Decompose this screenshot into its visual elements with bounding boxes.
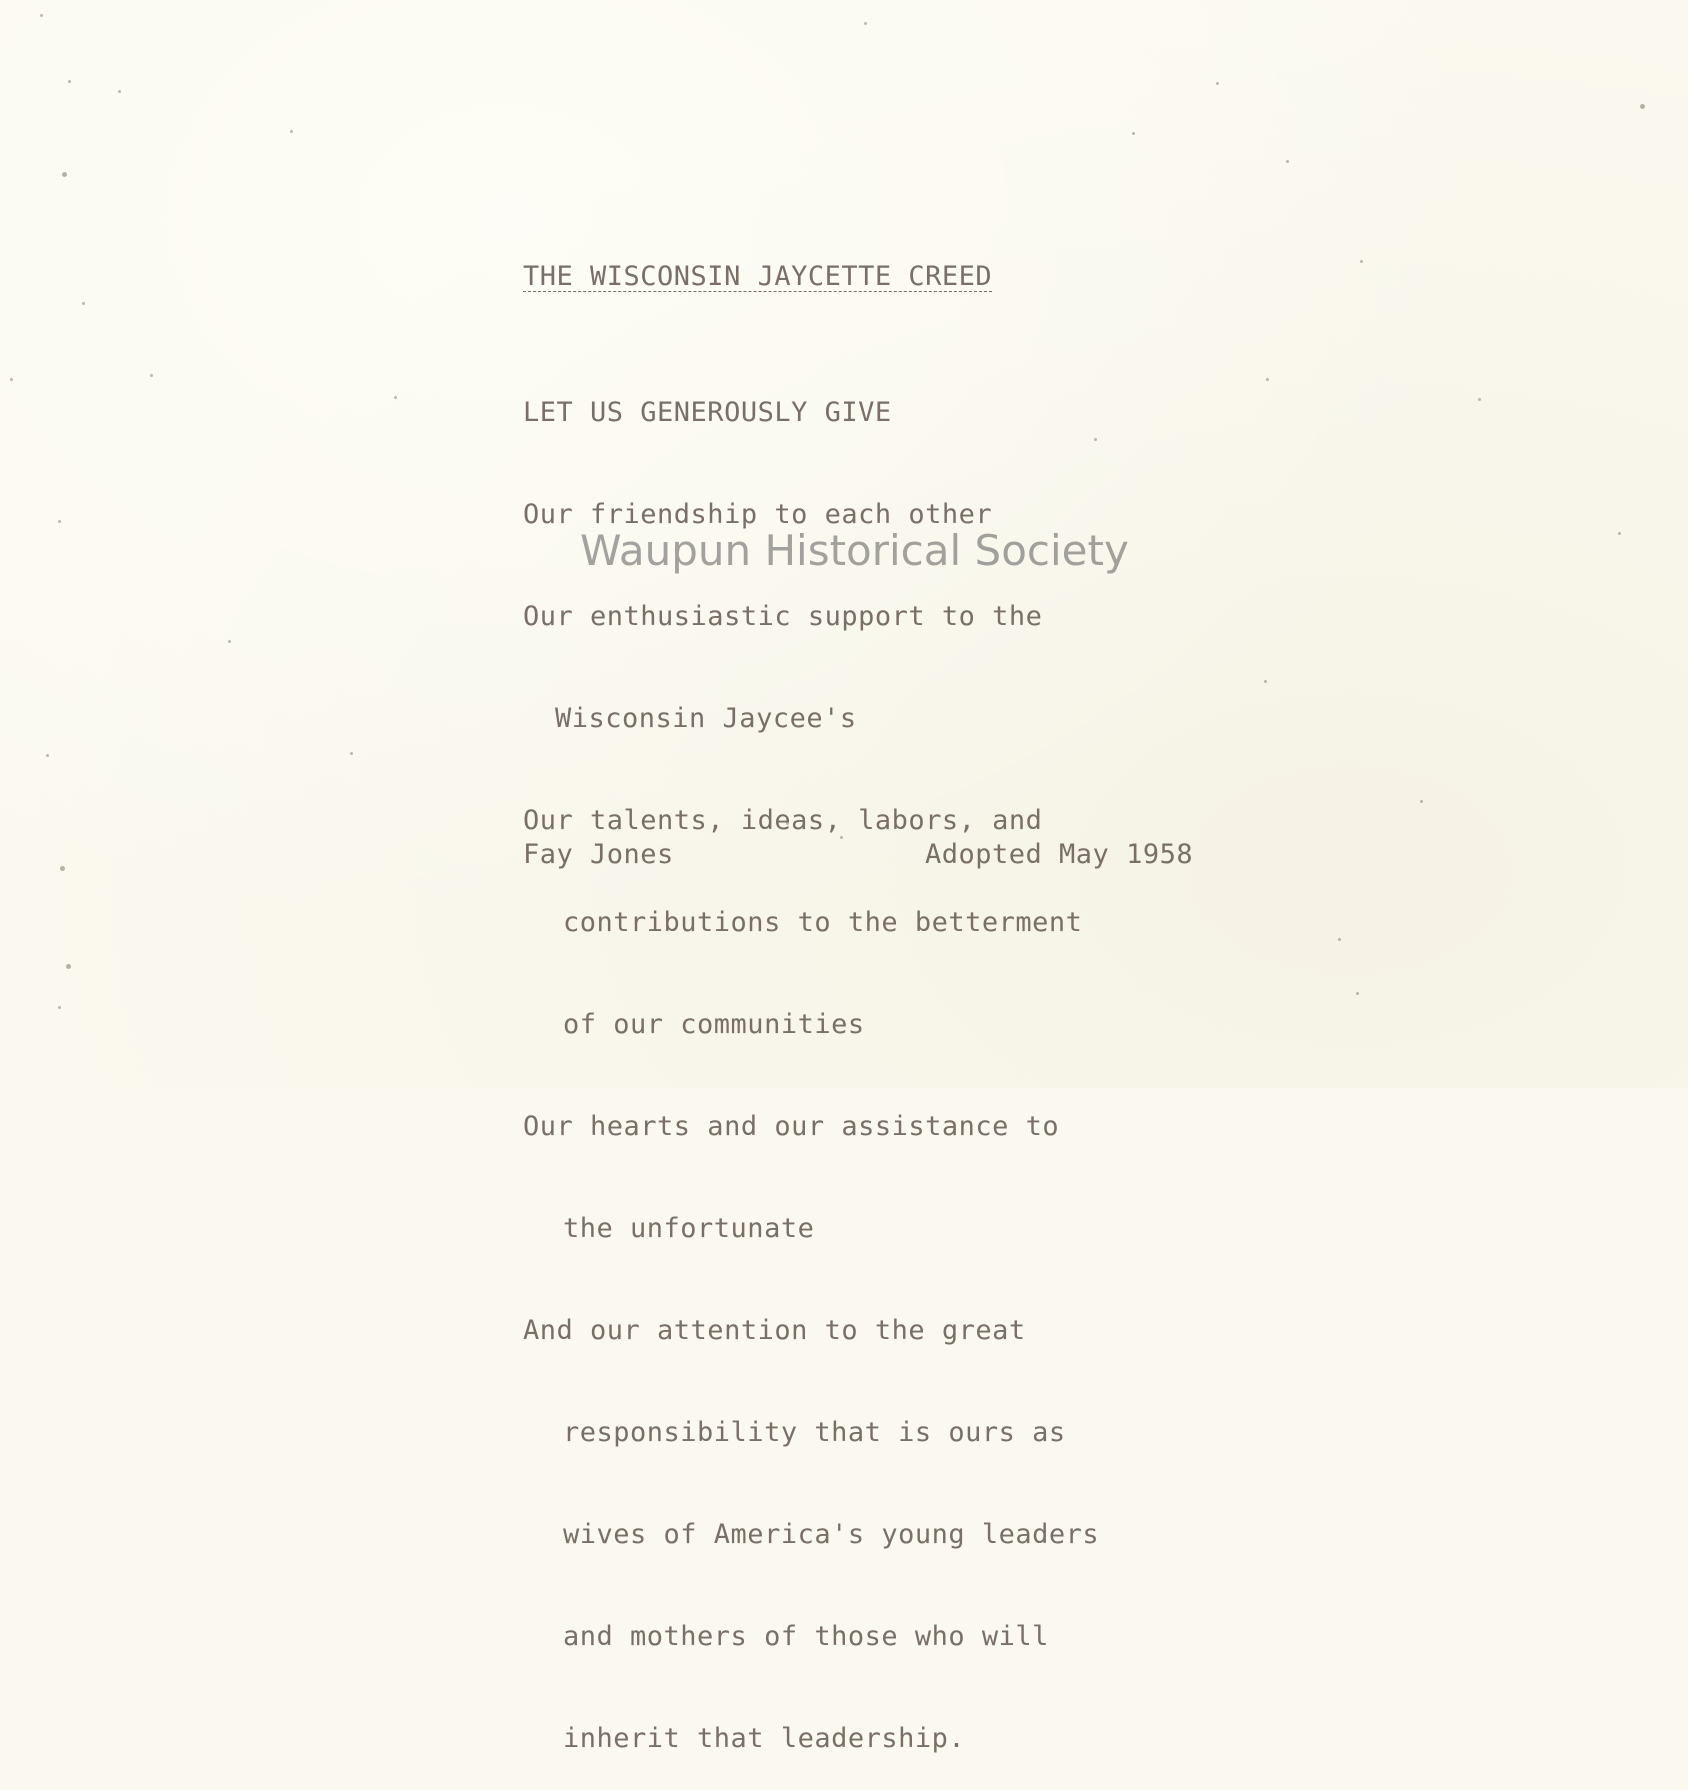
- paper-speck: [82, 302, 85, 305]
- paper-speck: [1360, 260, 1363, 263]
- paper-speck: [68, 80, 71, 83]
- creed-line: Wisconsin Jaycee's: [555, 703, 857, 734]
- paper-speck: [1338, 938, 1341, 941]
- paper-speck: [58, 1006, 61, 1009]
- paper-speck: [58, 520, 61, 523]
- creed-line: inherit that leadership.: [563, 1723, 966, 1754]
- paper-speck: [394, 396, 397, 399]
- paper-speck: [1478, 398, 1481, 401]
- creed-line: of our communities: [563, 1009, 865, 1040]
- paper-speck: [1356, 992, 1359, 995]
- paper-speck: [118, 90, 121, 93]
- paper-speck: [228, 640, 231, 643]
- creed-line: and mothers of those who will: [563, 1621, 1049, 1652]
- paper-speck: [1216, 82, 1219, 85]
- paper-speck: [864, 22, 867, 25]
- paper-speck: [1618, 532, 1621, 535]
- creed-line: And our attention to the great: [523, 1315, 1026, 1346]
- creed-line: Our enthusiastic support to the: [523, 601, 1043, 632]
- adoption-date: Adopted May 1958: [925, 839, 1194, 870]
- paper-speck: [62, 172, 67, 177]
- paper-speck: [1264, 680, 1267, 683]
- paper-speck: [350, 752, 353, 755]
- paper-speck: [46, 754, 49, 757]
- paper-speck: [1286, 160, 1289, 163]
- author-name: Fay Jones: [523, 839, 674, 870]
- paper-speck: [290, 130, 293, 133]
- paper-speck: [1132, 132, 1135, 135]
- creed-line: contributions to the betterment: [563, 907, 1083, 938]
- creed-line: Our talents, ideas, labors, and: [523, 805, 1043, 836]
- creed-line: the unfortunate: [563, 1213, 815, 1244]
- paper-speck: [60, 866, 65, 871]
- document-title: THE WISCONSIN JAYCETTE CREED: [523, 261, 993, 292]
- paper-speck: [150, 374, 153, 377]
- creed-line: Our hearts and our assistance to: [523, 1111, 1060, 1142]
- creed-line: responsibility that is ours as: [563, 1417, 1066, 1448]
- paper-speck: [40, 14, 43, 17]
- paper-speck: [66, 964, 71, 969]
- watermark-text: Waupun Historical Society: [580, 526, 1129, 575]
- creed-line: LET US GENEROUSLY GIVE: [523, 397, 892, 428]
- creed-line: wives of America's young leaders: [563, 1519, 1100, 1550]
- paper-speck: [1640, 104, 1645, 109]
- paper-speck: [10, 378, 13, 381]
- creed-line: Our friendship to each other: [523, 499, 993, 530]
- paper-speck: [1266, 378, 1269, 381]
- paper-speck: [1420, 800, 1423, 803]
